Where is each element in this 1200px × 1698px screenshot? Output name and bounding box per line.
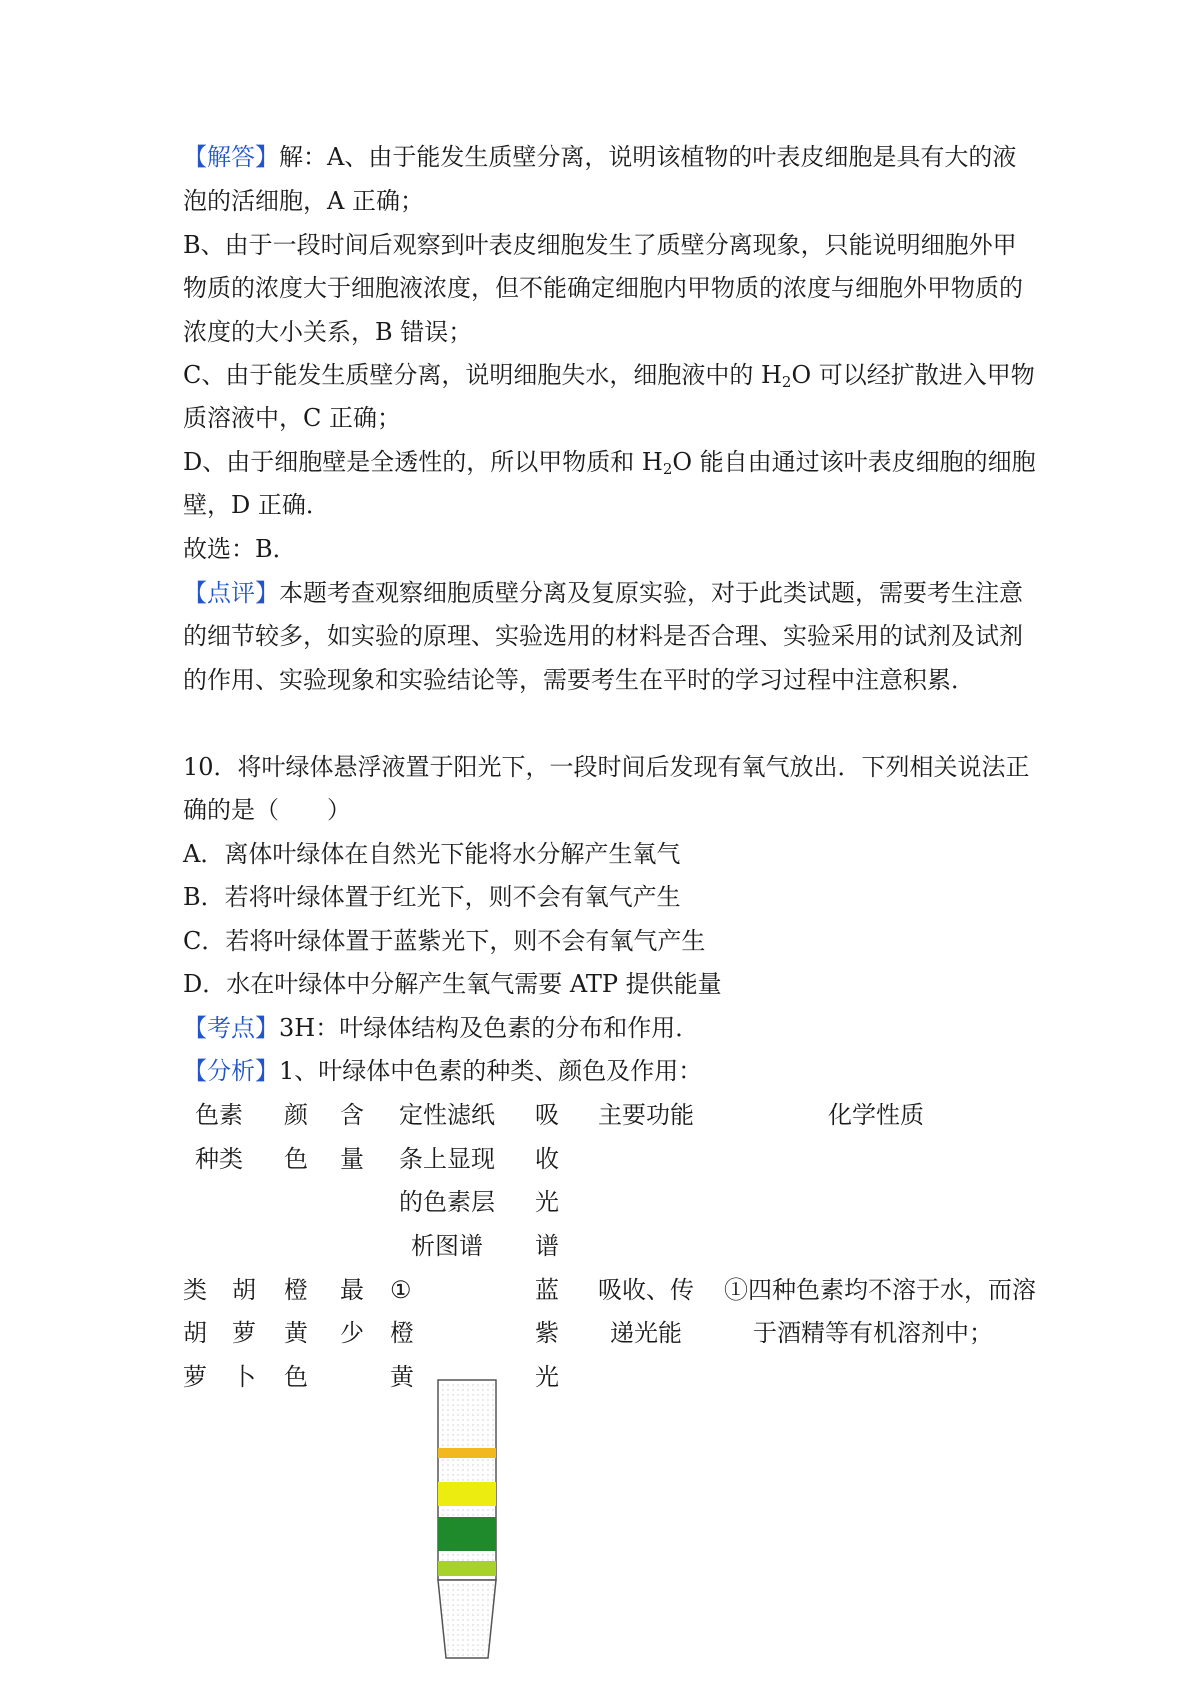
row-color: 色: [284, 1363, 308, 1391]
row-kind: 萝: [183, 1363, 207, 1391]
question-option: C．若将叶绿体置于蓝紫光下，则不会有氧气产生: [183, 927, 706, 955]
header-color: 颜: [284, 1101, 308, 1129]
header-band: 的色素层: [399, 1188, 495, 1216]
header-kind: 色素: [195, 1101, 243, 1129]
answer-line: 壁，D 正确．: [183, 491, 330, 519]
answer-line: 【解答】解：A、由于能发生质壁分离，说明该植物的叶表皮细胞是具有大的液: [183, 143, 1017, 171]
question-option: B．若将叶绿体置于红光下，则不会有氧气产生: [183, 883, 681, 911]
answer-line-d: D、由于细胞壁是全透性的，所以甲物质和 $H_2O$ 能自由通过该叶表皮细胞的细胞: [183, 448, 1036, 478]
row-band: 橙: [390, 1319, 414, 1347]
filter-paper-tip: [438, 1580, 496, 1658]
row-color: 黄: [284, 1319, 308, 1347]
header-kind: 种类: [195, 1145, 243, 1173]
row-kind: 卜: [232, 1363, 256, 1391]
comment-line: 的细节较多，如实验的原理、实验选用的材料是否合理、实验采用的试剂及试剂: [183, 622, 1023, 650]
header-absorb: 谱: [535, 1232, 559, 1260]
header-content: 量: [340, 1145, 364, 1173]
row-kind: 胡: [232, 1276, 256, 1304]
row-band: ①: [390, 1276, 412, 1304]
row-chemistry: ①四种色素均不溶于水，而溶: [724, 1276, 1036, 1304]
row-absorb: 紫: [535, 1319, 559, 1347]
row-chemistry: 于酒精等有机溶剂中；: [753, 1319, 993, 1347]
header-color: 色: [284, 1145, 308, 1173]
comment-line: 【点评】本题考查观察细胞质壁分离及复原实验，对于此类试题，需要考生注意: [183, 579, 1023, 607]
analysis-tag: 【分析】: [183, 1057, 279, 1085]
pigment-band-xanthophyll: [438, 1482, 496, 1506]
pigment-band-chlorophyll-a: [438, 1517, 496, 1551]
header-chemistry: 化学性质: [828, 1101, 924, 1129]
answer-line: 物质的浓度大于细胞液浓度，但不能确定细胞内甲物质的浓度与细胞外甲物质的: [183, 274, 1023, 302]
row-kind: 胡: [183, 1319, 207, 1347]
comment-tag: 【点评】: [183, 579, 279, 607]
answer-line: 泡的活细胞，A 正确；: [183, 187, 424, 215]
header-band: 定性滤纸: [399, 1101, 495, 1129]
answer-tag: 【解答】: [183, 143, 279, 171]
row-function: 递光能: [610, 1319, 682, 1347]
header-band: 析图谱: [411, 1232, 483, 1260]
row-function: 吸收、传: [598, 1276, 694, 1304]
header-content: 含: [340, 1101, 364, 1129]
row-absorb: 光: [535, 1363, 559, 1391]
row-color: 橙: [284, 1276, 308, 1304]
answer-line: B、由于一段时间后观察到叶表皮细胞发生了质壁分离现象，只能说明细胞外甲: [183, 231, 1017, 259]
question-stem: 确的是（ ）: [183, 796, 351, 824]
header-function: 主要功能: [598, 1101, 694, 1129]
row-kind: 萝: [232, 1319, 256, 1347]
row-band: 黄: [390, 1363, 414, 1391]
answer-line: 质溶液中，C 正确；: [183, 404, 401, 432]
row-kind: 类: [183, 1276, 207, 1304]
header-absorb: 光: [535, 1188, 559, 1216]
question-stem: 10．将叶绿体悬浮液置于阳光下，一段时间后发现有氧气放出．下列相关说法正: [183, 753, 1030, 781]
pigment-band-carotene: [438, 1448, 496, 1458]
header-absorb: 吸: [535, 1101, 559, 1129]
answer-line: 浓度的大小关系，B 错误；: [183, 318, 473, 346]
header-band: 条上显现: [399, 1145, 495, 1173]
point-line: 【考点】3H：叶绿体结构及色素的分布和作用．: [183, 1014, 700, 1042]
question-option: A．离体叶绿体在自然光下能将水分解产生氧气: [183, 840, 681, 868]
row-content: 少: [340, 1319, 364, 1347]
point-tag: 【考点】: [183, 1014, 279, 1042]
choice-line: 故选：B．: [183, 535, 297, 563]
row-absorb: 蓝: [535, 1276, 559, 1304]
analysis-line: 【分析】1、叶绿体中色素的种类、颜色及作用：: [183, 1057, 703, 1085]
row-content: 最: [340, 1276, 364, 1304]
pigment-band-chlorophyll-b: [438, 1561, 496, 1576]
question-option: D．水在叶绿体中分解产生氧气需要 ATP 提供能量: [183, 970, 722, 998]
chromatography-tube-figure: [436, 1378, 500, 1660]
answer-line-c: C、由于能发生质壁分离，说明细胞失水，细胞液中的 $H_2O$ 可以经扩散进入甲物: [183, 361, 1035, 391]
header-absorb: 收: [535, 1145, 559, 1173]
comment-line: 的作用、实验现象和实验结论等，需要考生在平时的学习过程中注意积累．: [183, 666, 975, 694]
